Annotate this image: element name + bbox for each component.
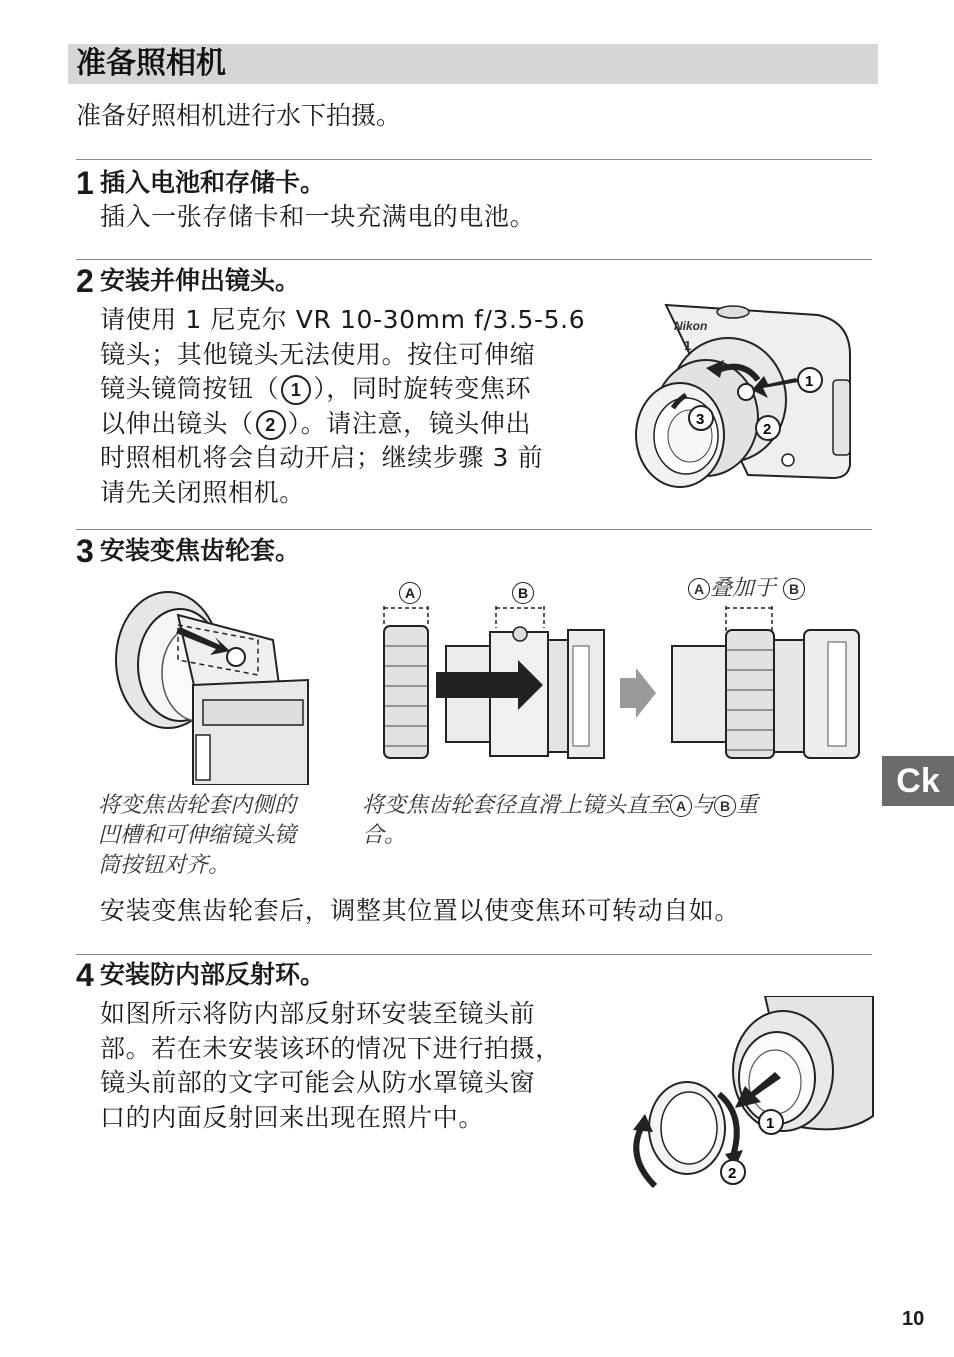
divider xyxy=(76,259,872,260)
divider xyxy=(76,954,872,955)
step-3-note: 安装变焦齿轮套后，调整其位置以使变焦环可转动自如。 xyxy=(100,896,741,925)
step-3-title: 安装变焦齿轮套。 xyxy=(100,536,301,565)
step-1-title: 插入电池和存储卡。 xyxy=(100,168,326,197)
step-1-body: 插入一张存储卡和一块充满电的电池。 xyxy=(100,202,536,231)
zoom-gear-mounted-illustration xyxy=(668,606,863,764)
divider xyxy=(76,529,872,530)
caption-align: 将变焦齿轮套内侧的 凹槽和可伸缩镜头镜 筒按钮对齐。 xyxy=(98,793,297,878)
svg-text:1: 1 xyxy=(766,1115,775,1132)
svg-text:2: 2 xyxy=(763,421,772,438)
page-number: 10 xyxy=(902,1308,925,1330)
svg-text:1: 1 xyxy=(684,338,692,353)
marker-1: 1 xyxy=(281,375,311,405)
svg-text:3: 3 xyxy=(696,411,705,428)
label-b-top: B xyxy=(512,582,534,604)
camera-lens-illustration xyxy=(628,300,860,495)
step-2-title: 安装并伸出镜头。 xyxy=(100,266,301,295)
step-2-number: 2 xyxy=(76,263,94,299)
overlap-label: A 叠加于 B xyxy=(688,574,805,604)
step-4-title: 安装防内部反射环。 xyxy=(100,960,326,989)
reflection-ring-illustration xyxy=(615,996,875,1191)
svg-text:2: 2 xyxy=(728,1165,737,1182)
svg-text:1: 1 xyxy=(805,373,814,390)
svg-text:Nikon: Nikon xyxy=(674,319,708,333)
caption-slide: 将变焦齿轮套径直滑上镜头直至 A 与 B 重 合。 xyxy=(362,793,759,848)
language-tab[interactable]: Ck xyxy=(882,756,954,806)
next-arrow-icon xyxy=(618,668,658,718)
step-2-body: 请使用 1 尼克尔 VR 10-30mm f/3.5-5.6 镜头；其他镜头无法使用。按住可伸缩 镜头镜筒按钮（ 1 ），同时旋转变焦环 以伸出镜头（ 2 ）。请注意，镜头伸出 时照相机将会自动开启；继续步骤 3 前 请先关闭照相机。 xyxy=(100,305,586,507)
divider xyxy=(76,159,872,160)
step-3-number: 3 xyxy=(76,533,94,569)
label-a-top: A xyxy=(399,582,421,604)
zoom-gear-align-illustration xyxy=(108,585,313,785)
intro-text: 准备好照相机进行水下拍摄。 xyxy=(76,101,402,130)
step-1-number: 1 xyxy=(76,165,94,201)
marker-2: 2 xyxy=(256,410,286,440)
step-4-body: 如图所示将防内部反射环安装至镜头前 部。若在未安装该环的情况下进行拍摄， 镜头前部的文字可能会从防水罩镜头窗 口的内面反射回来出现在照片中。 xyxy=(100,999,561,1132)
step-4-number: 4 xyxy=(76,957,94,993)
zoom-gear-slide-illustration xyxy=(378,606,608,764)
page-title: 准备照相机 xyxy=(76,46,226,81)
